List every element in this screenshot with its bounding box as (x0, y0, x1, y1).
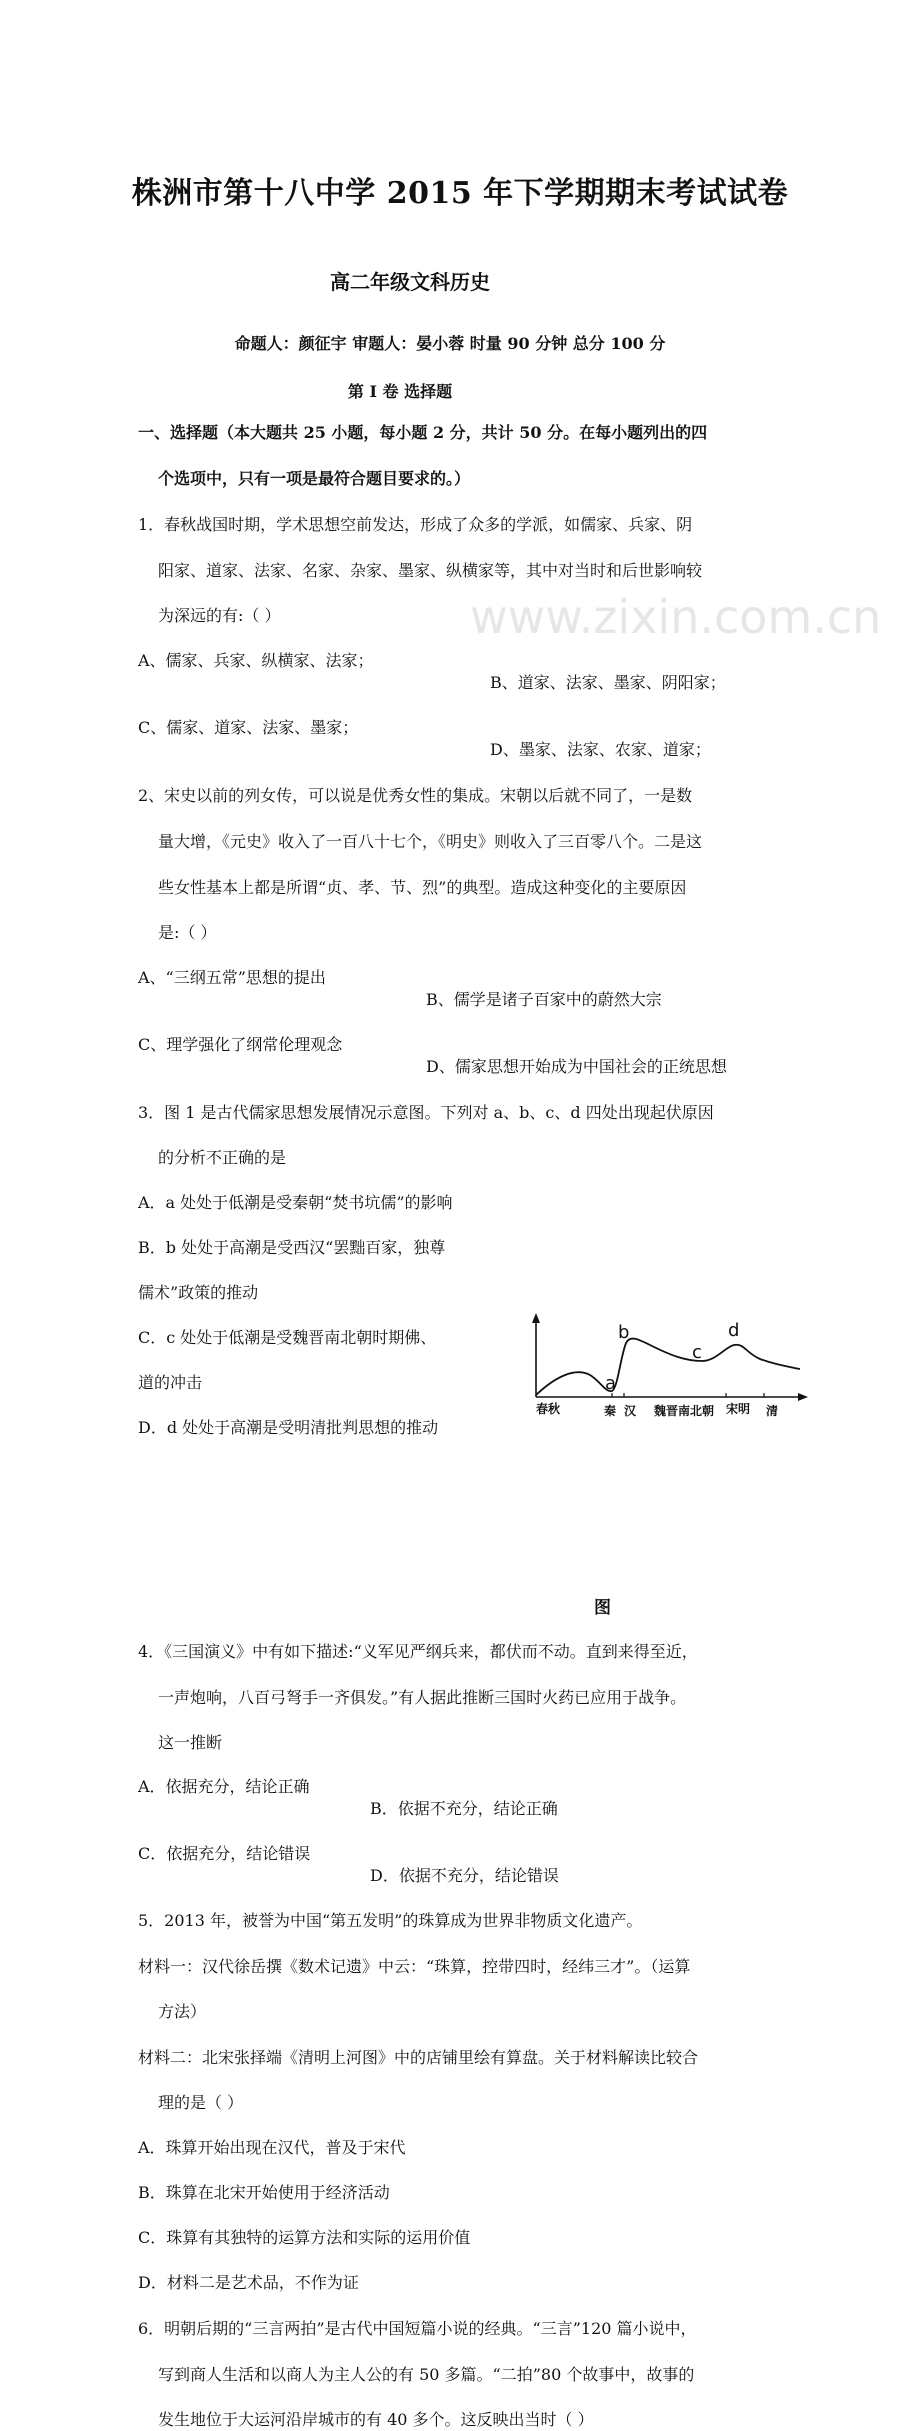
x-label-han: 汉 (624, 1404, 637, 1418)
q3-option-a: A．a 处处于低潮是受秦朝“焚书坑儒”的影响 (138, 1193, 453, 1212)
exam-subtitle: 高二年级文科历史 (330, 270, 490, 294)
confucianism-development-diagram (520, 1309, 810, 1459)
q5-material-2: 材料二：北宋张择端《清明上河图》中的店铺里绘有算盘。关于材料解读比较合 (138, 2048, 699, 2067)
q5-material-2-cont: 理的是（ ） (158, 2093, 244, 2112)
q6-stem-2: 写到商人生活和以商人为主人公的有 50 多篇。“二拍”80 个故事中，故事的 (158, 2365, 695, 2384)
q3-option-c-cont: 道的冲击 (138, 1373, 203, 1392)
q6-stem-3: 发生地位于大运河沿岸城市的有 40 多个。这反映出当时（ ） (158, 2410, 594, 2429)
q4-option-c: C．依据充分，结论错误 (138, 1844, 311, 1863)
q3-option-b: B．b 处处于高潮是受西汉“罢黜百家，独尊 (138, 1238, 446, 1257)
q2-stem-3: 些女性基本上都是所谓“贞、孝、节、烈”的典型。造成这种变化的主要原因 (158, 878, 687, 897)
q2-option-a: A、“三纲五常”思想的提出 (138, 968, 326, 987)
q6-stem: 6．明朝后期的“三言两拍”是古代中国短篇小说的经典。“三言”120 篇小说中， (138, 2319, 697, 2338)
q2-option-d: D、儒家思想开始成为中国社会的正统思想 (426, 1057, 727, 1076)
q4-option-d: D．依据不充分，结论错误 (370, 1866, 559, 1885)
q3-option-c: C．c 处处于低潮是受魏晋南北朝时期佛、 (138, 1328, 437, 1347)
q5-option-a: A．珠算开始出现在汉代，普及于宋代 (138, 2138, 406, 2157)
q2-stem-2: 量大增，《元史》收入了一百八十七个，《明史》则收入了三百零八个。二是这 (158, 832, 703, 851)
q5-option-c: C．珠算有其独特的运算方法和实际的运用价值 (138, 2228, 471, 2247)
q1-option-a: A、儒家、兵家、纵横家、法家； (138, 651, 374, 670)
point-label-c: c (692, 1342, 702, 1363)
q2-option-c: C、理学强化了纲常伦理观念 (138, 1035, 343, 1054)
point-label-a: a (605, 1373, 617, 1394)
section-heading: 一、选择题（本大题共 25 小题，每小题 2 分，共计 50 分。在每小题列出的四 (138, 423, 708, 442)
q2-option-b: B、儒学是诸子百家中的蔚然大宗 (426, 990, 662, 1009)
q1-option-b: B、道家、法家、墨家、阴阳家； (490, 673, 726, 692)
x-label-qin: 秦 (604, 1404, 617, 1418)
figure-caption: 图 (594, 1598, 611, 1618)
x-label-weijin: 魏晋南北朝 (654, 1404, 715, 1418)
q2-stem-4: 是:（ ） (158, 923, 217, 942)
q2-stem: 2、宋史以前的列女传，可以说是优秀女性的集成。宋朝以后就不同了，一是数 (138, 786, 693, 805)
q4-option-b: B．依据不充分，结论正确 (370, 1799, 558, 1818)
x-label-qing: 清 (766, 1404, 779, 1418)
q3-option-b-cont: 儒术”政策的推动 (138, 1283, 259, 1302)
exam-meta: 命题人：颜征宇 审题人：晏小蓉 时量 90 分钟 总分 100 分 (234, 334, 666, 353)
q1-stem-3: 为深远的有:（ ） (158, 606, 281, 625)
q5-option-d: D．材料二是艺术品，不作为证 (138, 2273, 359, 2292)
volume-heading: 第 I 卷 选择题 (347, 382, 453, 401)
exam-title: 株洲市第十八中学 2015 年下学期期末考试试卷 (131, 176, 789, 211)
x-label-chunqiu: 春秋 (536, 1402, 561, 1416)
q5-material-1: 材料一：汉代徐岳撰《数术记遗》中云：“珠算，控带四时，经纬三才”。（运算 (138, 1957, 691, 1976)
q3-option-d: D．d 处处于高潮是受明清批判思想的推动 (138, 1418, 439, 1437)
q1-option-c: C、儒家、道家、法家、墨家； (138, 718, 359, 737)
watermark: www.zixin.com.cn (470, 590, 882, 644)
q1-option-d: D、墨家、法家、农家、道家； (490, 740, 711, 759)
point-label-b: b (618, 1322, 630, 1343)
q3-stem: 3．图 1 是古代儒家思想发展情况示意图。下列对 a、b、c、d 四处出现起伏原因 (138, 1103, 714, 1122)
q5-stem: 5．2013 年，被誉为中国“第五发明”的珠算成为世界非物质文化遗产。 (138, 1911, 643, 1930)
section-heading-cont: 个选项中，只有一项是最符合题目要求的。） (158, 469, 471, 488)
q4-stem-3: 这一推断 (158, 1733, 223, 1752)
q4-stem-2: 一声炮响，八百弓弩手一齐俱发。”有人据此推断三国时火药已应用于战争。 (158, 1688, 687, 1707)
q1-stem: 1．春秋战国时期，学术思想空前发达，形成了众多的学派，如儒家、兵家、阴 (138, 515, 693, 534)
q4-stem: 4．《三国演义》中有如下描述:“义军见严纲兵来，都伏而不动。直到来得至近， (138, 1642, 698, 1661)
q1-stem-2: 阳家、道家、法家、名家、杂家、墨家、纵横家等，其中对当时和后世影响较 (158, 561, 703, 580)
development-curve (536, 1339, 800, 1395)
q4-option-a: A．依据充分，结论正确 (138, 1777, 310, 1796)
point-label-d: d (728, 1320, 740, 1341)
q5-material-1-cont: 方法） (158, 2002, 207, 2021)
x-label-songming: 宋明 (726, 1402, 751, 1416)
q5-option-b: B．珠算在北宋开始使用于经济活动 (138, 2183, 390, 2202)
q3-stem-2: 的分析不正确的是 (158, 1148, 287, 1167)
